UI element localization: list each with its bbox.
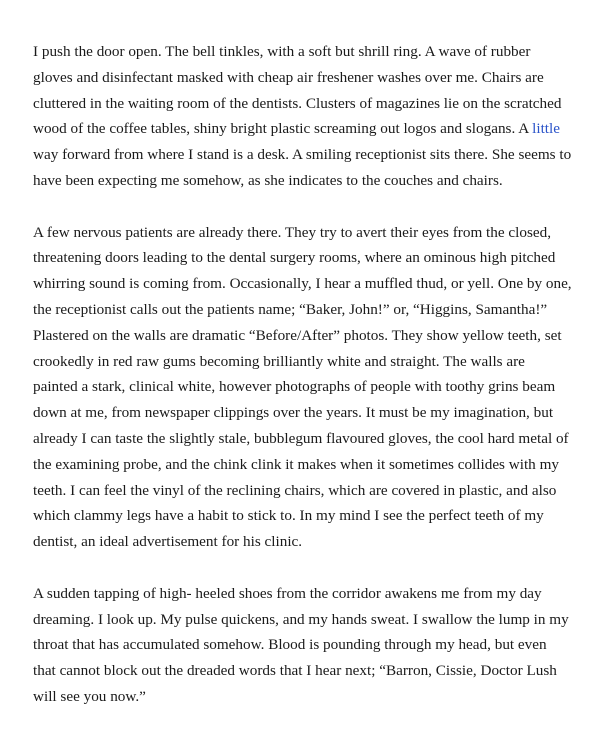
paragraph-3: Plastered on the walls are dramatic “Before/After” photos. They show yellow teeth, set crookedly in red raw gums becoming brilliantly white and straight. The walls are painted a stark, clinical white, however photographs of people with toothy grins beam down at me, from newspaper clippings over the years. It must be my imagination, but already I can taste the slightly stale, bubblegum flavoured gloves, the cool hard metal of the examining probe, and the chink clink it makes when it sometimes collides with my teeth. I can feel the vinyl of the reclining chairs, which are covered in plastic, and also which clammy legs have a habit to stick to. In my mind I see the perfect teeth of my dentist, an ideal advertisement for his clinic. [33, 326, 569, 551]
little-link[interactable]: little [532, 120, 560, 138]
document-page [33, 39, 573, 710]
paragraph-gap [33, 194, 573, 220]
paragraph-gap [33, 555, 573, 581]
paragraph-1-text-before: I push the door open. The bell tinkles, with a soft but shrill ring. A wave of rubber gloves and disinfectant masked with cheap air freshener washes over me. Chairs are cluttered in the waiting room of the dentists. Clusters of magazines lie on the scratched wood of the coffee tables, shiny bright plastic screaming out logos and slogans. A [33, 43, 562, 138]
paragraph-1-text-after: way forward from where I stand is a desk. A smiling receptionist sits there. She seems to have been expecting me somehow, as she indicates to the couches and chairs. [33, 146, 572, 189]
paragraph-2: A few nervous patients are already there. They try to avert their eyes from the closed, threatening doors leading to the dental surgery rooms, where an ominous high pitched whirring sound is coming from. Occasionally, I hear a muffled thud, or yell. One by one, the receptionist calls out the patients name; “Baker, John!” or, “Higgins, Samantha!” [33, 223, 572, 318]
paragraph-1 [33, 39, 573, 194]
paragraph-4: A sudden tapping of high- heeled shoes from the corridor awakens me from my day dreaming. I look up. My pulse quickens, and my hands sweat. I swallow the lump in my throat that has accumulated somehow. Blood is pounding through my head, but even that cannot block out the dreaded words that I hear next; “Barron, Cissie, Doctor Lush will see you now.” [33, 584, 569, 705]
